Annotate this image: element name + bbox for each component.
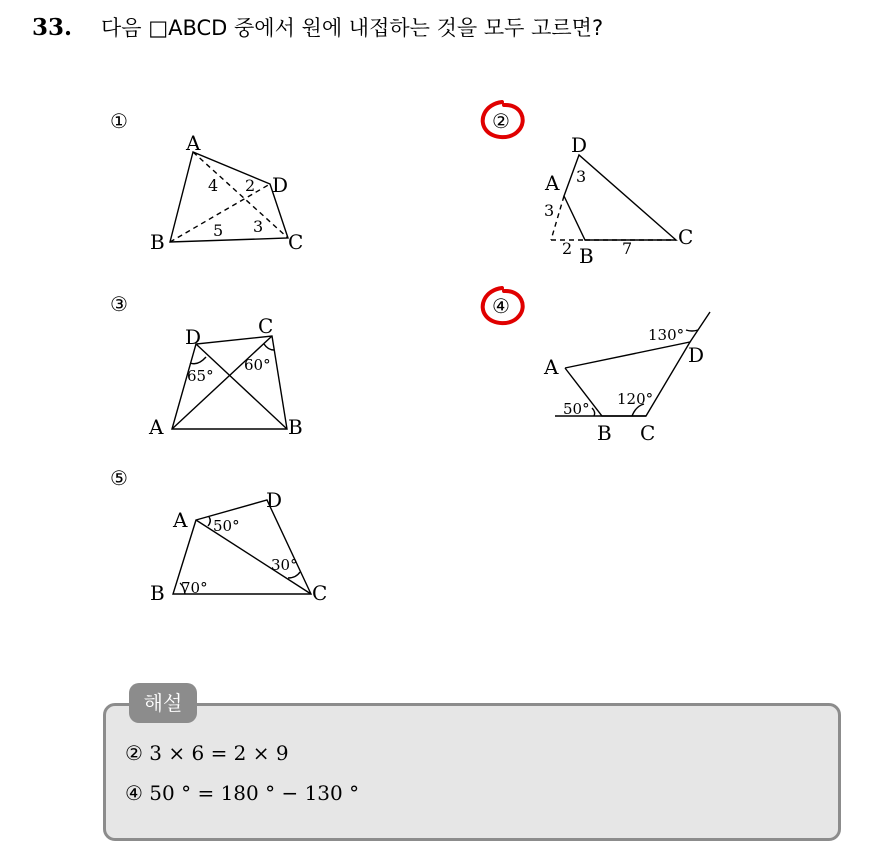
option-4[interactable] [483, 288, 710, 445]
option-5-vertex-a: A [173, 508, 188, 532]
option-3-vertex-c: C [258, 314, 274, 338]
question-text: 다음 □ABCD 중에서 원에 내접하는 것을 모두 고르면? [101, 16, 604, 40]
option-5-vertex-b: B [150, 581, 165, 605]
option-5-vertex-c: C [312, 581, 328, 605]
option-2-marker: ② [492, 109, 510, 133]
option-5-angle-b: 70° [181, 579, 208, 597]
option-1-vertex-d: D [272, 173, 289, 197]
option-3-vertex-b: B [288, 415, 303, 439]
option-2[interactable] [483, 102, 694, 268]
solution-line-1: ② 3 × 6 = 2 × 9 [125, 741, 289, 765]
option-1-figure [170, 152, 288, 242]
solution-line-2: ④ 50 ° = 180 ° − 130 ° [125, 781, 360, 805]
option-2-vertex-d: D [571, 133, 588, 157]
option-2-value-a-ext: 3 [544, 201, 555, 220]
option-1-value-4: 4 [208, 176, 219, 195]
option-4-angle-c: 120° [617, 390, 654, 408]
option-5[interactable] [110, 466, 327, 605]
option-4-vertex-b: B [597, 421, 612, 445]
solution-box [103, 703, 841, 841]
option-2-value-ad: 3 [576, 167, 587, 186]
option-3-vertex-a: A [149, 415, 164, 439]
option-5-vertex-d: D [266, 488, 283, 512]
option-4-vertex-a: A [544, 355, 559, 379]
option-2-figure [551, 155, 676, 240]
solution-title: 해설 [129, 683, 197, 723]
option-2-value-bc: 7 [622, 239, 633, 258]
option-3-marker: ③ [110, 292, 128, 316]
option-3-vertex-d: D [185, 325, 202, 349]
option-4-angle-b-ext: 50° [563, 400, 590, 418]
option-1-vertex-c: C [288, 230, 304, 254]
option-1-value-5: 5 [213, 221, 224, 240]
option-1-vertex-a: A [186, 131, 201, 155]
option-4-vertex-c: C [640, 421, 656, 445]
option-3[interactable] [110, 292, 303, 439]
option-2-vertex-a: A [545, 171, 560, 195]
option-1[interactable] [110, 109, 303, 254]
option-4-vertex-d: D [688, 343, 705, 367]
option-3-angle-c: 60° [244, 356, 271, 374]
option-2-value-b-ext: 2 [562, 239, 573, 258]
option-1-vertex-b: B [150, 230, 165, 254]
option-5-angle-a: 50° [213, 517, 240, 535]
option-1-marker: ① [110, 109, 128, 133]
option-5-angle-c: 30° [271, 556, 298, 574]
option-4-angle-d-ext: 130° [648, 326, 685, 344]
option-1-value-3: 3 [253, 217, 264, 236]
option-2-vertex-b: B [579, 244, 594, 268]
option-2-vertex-c: C [678, 225, 694, 249]
question-number: 33. [32, 14, 73, 41]
option-5-marker: ⑤ [110, 466, 128, 490]
option-1-value-2: 2 [245, 176, 256, 195]
option-3-angle-d: 65° [187, 367, 214, 385]
option-4-marker: ④ [492, 294, 510, 318]
